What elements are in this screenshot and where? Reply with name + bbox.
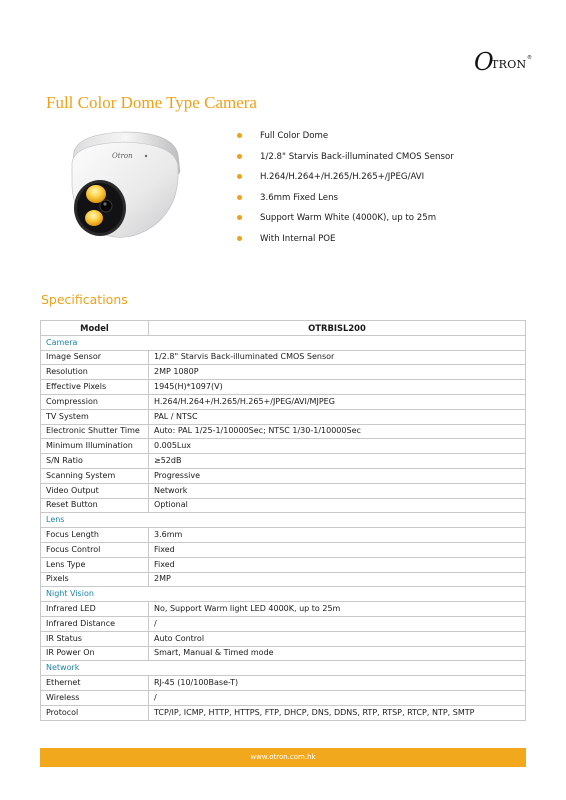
table-row (41, 394, 526, 409)
row-label: Resolution (41, 365, 149, 380)
table-row (41, 350, 526, 365)
header-value: OTRBISL200 (149, 321, 526, 336)
feature-list (237, 129, 454, 253)
section-title: Lens (41, 513, 526, 528)
feature-item (237, 191, 454, 212)
row-value: Fixed (149, 542, 526, 557)
row-label: IR Status (41, 631, 149, 646)
table-row (41, 468, 526, 483)
section-row (41, 587, 526, 602)
row-value: Fixed (149, 557, 526, 572)
section-row (41, 513, 526, 528)
logo-text: TRON (491, 58, 527, 71)
table-row (41, 424, 526, 439)
section-title: Camera (41, 335, 526, 350)
row-value: 2MP (149, 572, 526, 587)
row-value: Auto: PAL 1/25-1/10000Sec; NTSC 1/30-1/10000Sec (149, 424, 526, 439)
logo-initial: O (474, 48, 494, 76)
bullet-icon (237, 195, 242, 200)
specifications-table (40, 320, 526, 721)
feature-text: Support Warm White (4000K), up to 25m (260, 213, 437, 224)
row-label: Image Sensor (41, 350, 149, 365)
feature-item (237, 129, 454, 150)
section-row (41, 335, 526, 350)
feature-item (237, 150, 454, 171)
bullet-icon (237, 154, 242, 159)
row-label: Focus Length (41, 528, 149, 543)
row-label: Protocol (41, 705, 149, 720)
row-value: 2MP 1080P (149, 365, 526, 380)
row-value: / (149, 690, 526, 705)
row-value: Optional (149, 498, 526, 513)
feature-text: 1/2.8" Starvis Back-illuminated CMOS Sensor (260, 151, 454, 162)
row-label: TV System (41, 409, 149, 424)
row-value: Progressive (149, 468, 526, 483)
table-row (41, 409, 526, 424)
row-value: No, Support Warm light LED 4000K, up to 25m (149, 602, 526, 617)
table-row (41, 646, 526, 661)
row-value: 3.6mm (149, 528, 526, 543)
row-value: PAL / NTSC (149, 409, 526, 424)
row-label: Effective Pixels (41, 380, 149, 395)
row-value: Network (149, 483, 526, 498)
row-label: Infrared LED (41, 602, 149, 617)
svg-text:Otron: Otron (112, 152, 133, 160)
page-title: Full Color Dome Type Camera (46, 93, 257, 112)
feature-item (237, 232, 454, 253)
table-row (41, 557, 526, 572)
table-row (41, 498, 526, 513)
row-label: Infrared Distance (41, 616, 149, 631)
table-row (41, 380, 526, 395)
section-row (41, 661, 526, 676)
specifications-heading: Specifications (41, 292, 128, 307)
row-label: Video Output (41, 483, 149, 498)
table-row (41, 365, 526, 380)
bullet-icon (237, 133, 242, 138)
feature-text: 3.6mm Fixed Lens (260, 192, 338, 203)
table-row (41, 542, 526, 557)
table-row (41, 483, 526, 498)
row-label: Wireless (41, 690, 149, 705)
row-value: TCP/IP, ICMP, HTTP, HTTPS, FTP, DHCP, DNS, DDNS, RTP, RTSP, RTCP, NTP, SMTP (149, 705, 526, 720)
row-value: 0.005Lux (149, 439, 526, 454)
table-row (41, 690, 526, 705)
table-header-row (41, 321, 526, 336)
section-title: Night Vision (41, 587, 526, 602)
bullet-icon (237, 236, 242, 241)
brand-logo (474, 50, 534, 76)
row-label: Electronic Shutter Time (41, 424, 149, 439)
row-value: Auto Control (149, 631, 526, 646)
section-title: Network (41, 661, 526, 676)
bullet-icon (237, 174, 242, 179)
row-value: ≥52dB (149, 454, 526, 469)
table-row (41, 616, 526, 631)
row-value: H.264/H.264+/H.265/H.265+/JPEG/AVI/MJPEG (149, 394, 526, 409)
table-row (41, 454, 526, 469)
row-label: IR Power On (41, 646, 149, 661)
table-row (41, 631, 526, 646)
row-value: Smart, Manual & Timed mode (149, 646, 526, 661)
feature-text: H.264/H.264+/H.265/H.265+/JPEG/AVI (260, 172, 425, 183)
feature-text: With Internal POE (260, 233, 336, 244)
table-row (41, 705, 526, 720)
row-label: Focus Control (41, 542, 149, 557)
row-label: Pixels (41, 572, 149, 587)
table-row (41, 572, 526, 587)
row-label: Lens Type (41, 557, 149, 572)
row-value: RJ-45 (10/100Base-T) (149, 676, 526, 691)
row-label: Scanning System (41, 468, 149, 483)
footer-url[interactable]: www.otron.com.hk (250, 753, 316, 761)
row-label: Compression (41, 394, 149, 409)
table-row (41, 528, 526, 543)
row-label: S/N Ratio (41, 454, 149, 469)
row-label: Minimum Illumination (41, 439, 149, 454)
logo-registered-mark: ® (527, 55, 532, 61)
table-row (41, 439, 526, 454)
dome-camera-image (60, 124, 190, 242)
header-label: Model (41, 321, 149, 336)
row-label: Reset Button (41, 498, 149, 513)
table-row (41, 602, 526, 617)
footer-bar (40, 748, 526, 767)
row-value: 1945(H)*1097(V) (149, 380, 526, 395)
feature-item (237, 211, 454, 232)
table-row (41, 676, 526, 691)
feature-item (237, 170, 454, 191)
row-label: Ethernet (41, 676, 149, 691)
feature-text: Full Color Dome (260, 131, 329, 141)
row-value: / (149, 616, 526, 631)
row-value: 1/2.8" Starvis Back-illuminated CMOS Sensor (149, 350, 526, 365)
bullet-icon (237, 215, 242, 220)
